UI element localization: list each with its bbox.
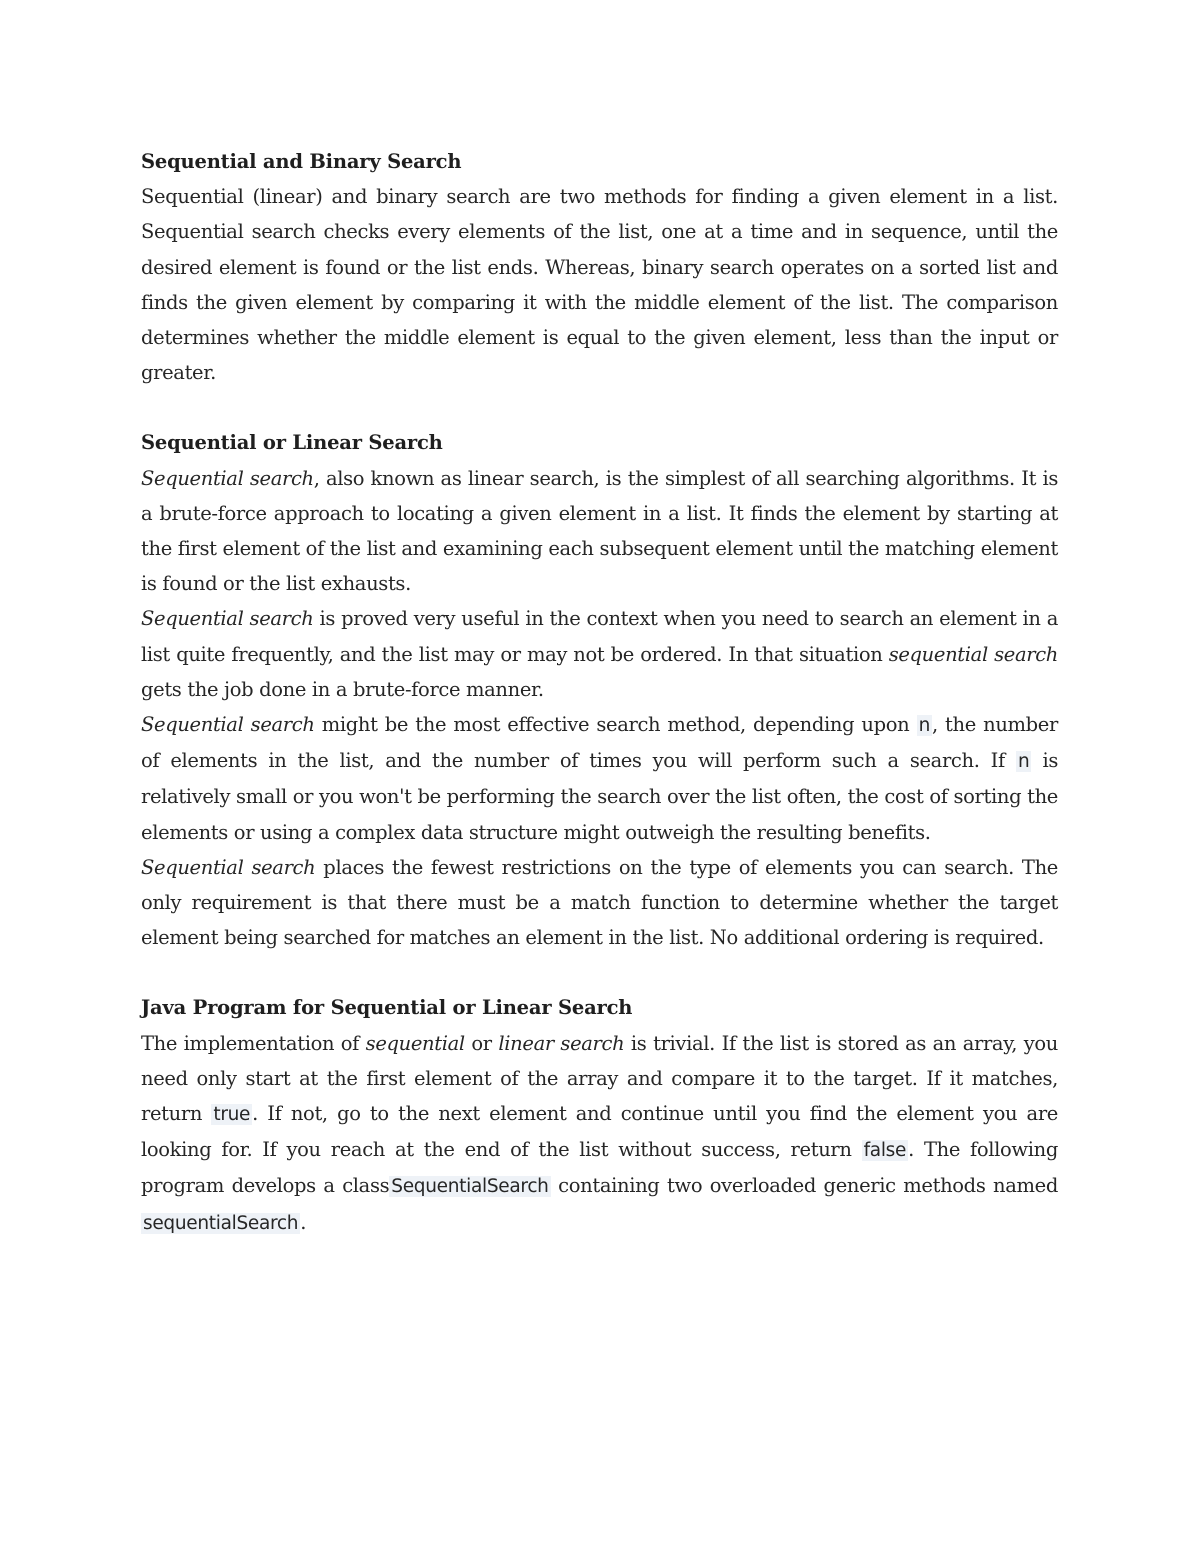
section-heading: Sequential or Linear Search xyxy=(141,431,443,455)
section-heading: Java Program for Sequential or Linear Search xyxy=(141,996,633,1020)
inline-code: true xyxy=(213,1104,251,1126)
italic-text: sequential search xyxy=(888,642,1058,666)
inline-code: n xyxy=(1017,751,1030,773)
text-run: is proved very useful in the context when you need to search an element in a list quite frequently, and the list may or may not be ordered. In that situation xyxy=(141,607,1058,666)
section-sequential-and-binary-search xyxy=(141,144,1058,390)
text-run: , the number of elements in the list, and the number of times you will perform such a search. If xyxy=(141,713,1058,773)
italic-text: Sequential search xyxy=(141,713,315,737)
text-run: is relatively small or you won't be performing the search over the list often, the cost of sorting the elements or using a complex data structure might outweigh the resulting benefits. xyxy=(141,749,1058,844)
section-sequential-or-linear-search xyxy=(141,425,1058,955)
paragraph xyxy=(141,707,1058,850)
text-run: containing two overloaded generic methods named xyxy=(550,1174,1058,1198)
section-java-program xyxy=(141,990,1058,1240)
section-heading: Sequential and Binary Search xyxy=(141,150,462,173)
inline-code: SequentialSearch xyxy=(391,1176,549,1198)
text-run: . If not, go to the next element and continue until you find the element you are looking for. If you reach at the end of the list without success, return xyxy=(141,1102,1058,1162)
text-run: . The following program develops a class xyxy=(141,1138,1058,1198)
italic-text: Sequential search xyxy=(141,855,316,879)
paragraph xyxy=(141,850,1058,956)
italic-text: sequential xyxy=(365,1031,465,1055)
italic-text: Sequential search xyxy=(141,466,314,490)
text-run: is trivial. If the list is stored as an array, you need only start at the first element of the array and compare it to the target. If it matches, return xyxy=(141,1031,1059,1126)
text-run: places the fewest restrictions on the type of elements you can search. The only requirement is that there must be a match function to determine whether the target element being searched for matches an element in the list. No additional ordering is required. xyxy=(141,855,1058,950)
document-page xyxy=(141,144,1058,1241)
text-run: might be the most effective search method, depending upon xyxy=(314,713,917,737)
text-run: The implementation of xyxy=(141,1031,366,1055)
text-run: gets the job done in a brute-force manner. xyxy=(141,677,544,701)
text-run: Sequential (linear) and binary search are two methods for finding a given element in a list. Sequential search checks every elements of the list, one at a time and in sequence, until the desired element is found or the list ends. Whereas, binary search operates on a sorted list and finds the given element by comparing it with the middle element of the list. The comparison determines whether the middle element is equal to the given element, less than the input or greater. xyxy=(141,185,1058,385)
italic-text: Sequential search xyxy=(141,607,314,631)
text-run: , also known as linear search, is the simplest of all searching algorithms. It is a brute-force approach to locating a given element in a list. It finds the element by starting at the first element of the list and examining each subsequent element until the matching element is found or the list exhausts. xyxy=(141,466,1058,596)
text-run: or xyxy=(464,1031,499,1055)
inline-code: sequentialSearch xyxy=(143,1212,299,1234)
paragraph xyxy=(141,461,1058,602)
italic-text: linear search xyxy=(498,1031,625,1055)
inline-code: false xyxy=(863,1140,907,1162)
paragraph xyxy=(141,179,1058,390)
paragraph xyxy=(141,601,1058,707)
inline-code: n xyxy=(918,715,930,737)
paragraph xyxy=(141,1026,1058,1241)
text-run: . xyxy=(300,1210,307,1234)
